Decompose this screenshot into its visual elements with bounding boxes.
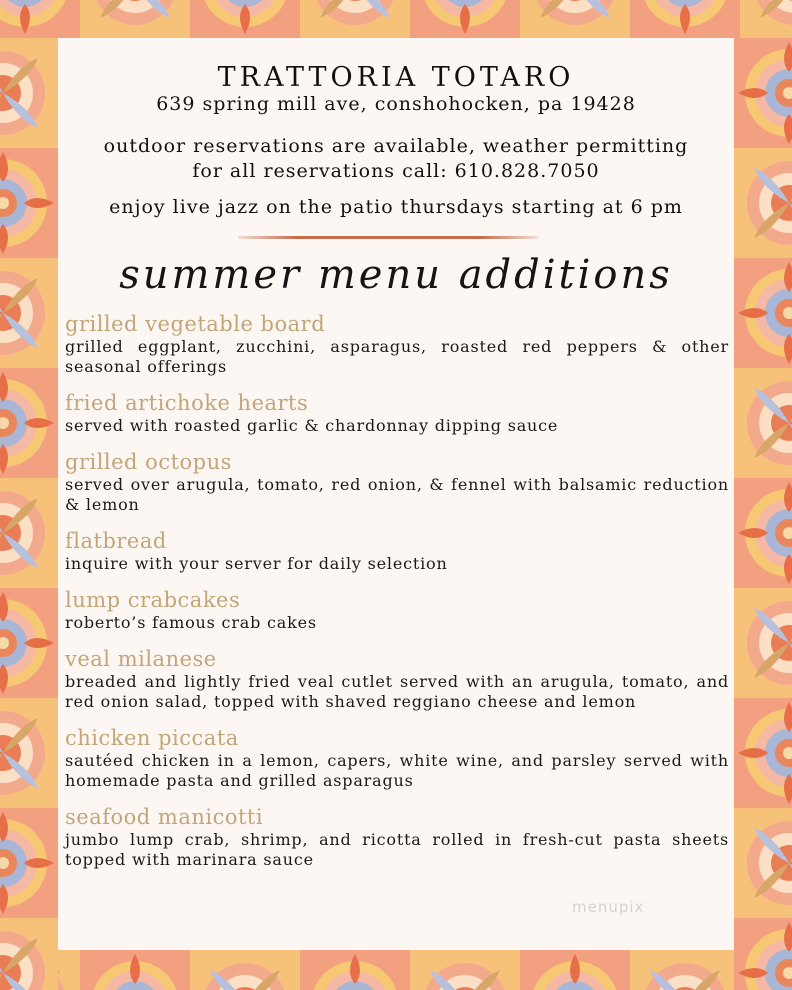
- menu-item-description: roberto’s famous crab cakes: [65, 613, 317, 632]
- menu-item-name: fried artichoke hearts: [65, 391, 309, 415]
- menu-item-description: grilled eggplant, zucchini, asparagus, roasted red peppers & other seasonal offerings: [65, 337, 729, 376]
- menu-item: [65, 588, 729, 633]
- menu-item-name: flatbread: [65, 529, 167, 553]
- watermark: menupix: [572, 898, 645, 916]
- menu-item-name: lump crabcakes: [65, 588, 241, 612]
- menu-item-name: chicken piccata: [65, 726, 239, 750]
- menu-item: [65, 450, 729, 515]
- menu-item-description: sautéed chicken in a lemon, capers, white wine, and parsley served with homemade pasta and grilled asparagus: [65, 751, 729, 790]
- menu-item: [65, 391, 729, 436]
- menu-item: [65, 805, 729, 870]
- menu-item-name: seafood manicotti: [65, 805, 264, 829]
- live-jazz-line: enjoy live jazz on the patio thursdays starting at 6 pm: [109, 196, 683, 218]
- menu-item-description: served with roasted garlic & chardonnay dipping sauce: [65, 416, 559, 435]
- menu-item: [65, 726, 729, 791]
- menu-item: [65, 529, 729, 574]
- menu-item-name: veal milanese: [65, 647, 217, 671]
- menu-item-description: served over arugula, tomato, red onion, & fennel with balsamic reduction & lemon: [65, 475, 729, 514]
- menu-item-name: grilled vegetable board: [65, 312, 326, 336]
- section-title: summer menu additions: [119, 252, 673, 298]
- reservation-phone-line: for all reservations call: 610.828.7050: [192, 160, 600, 182]
- menu-panel: [58, 38, 734, 950]
- menu-item-name: grilled octopus: [65, 450, 232, 474]
- reservations-info: [58, 134, 734, 184]
- menu-item-description: breaded and lightly fried veal cutlet served with an arugula, tomato, and red onion salad, topped with shaved reggiano cheese and lemon: [65, 672, 729, 711]
- divider-line: [238, 236, 538, 239]
- menu-item: [65, 647, 729, 712]
- menu-item: [65, 312, 729, 377]
- menu-items-list: [65, 312, 729, 884]
- outdoor-reservations-line: outdoor reservations are available, weather permitting: [103, 135, 689, 157]
- menu-item-description: inquire with your server for daily selection: [65, 554, 448, 573]
- restaurant-address: 639 spring mill ave, conshohocken, pa 19428: [156, 93, 636, 115]
- restaurant-name: TRATTORIA TOTARO: [217, 62, 575, 93]
- menu-item-description: jumbo lump crab, shrimp, and ricotta rolled in fresh-cut pasta sheets topped with marinara sauce: [65, 830, 729, 869]
